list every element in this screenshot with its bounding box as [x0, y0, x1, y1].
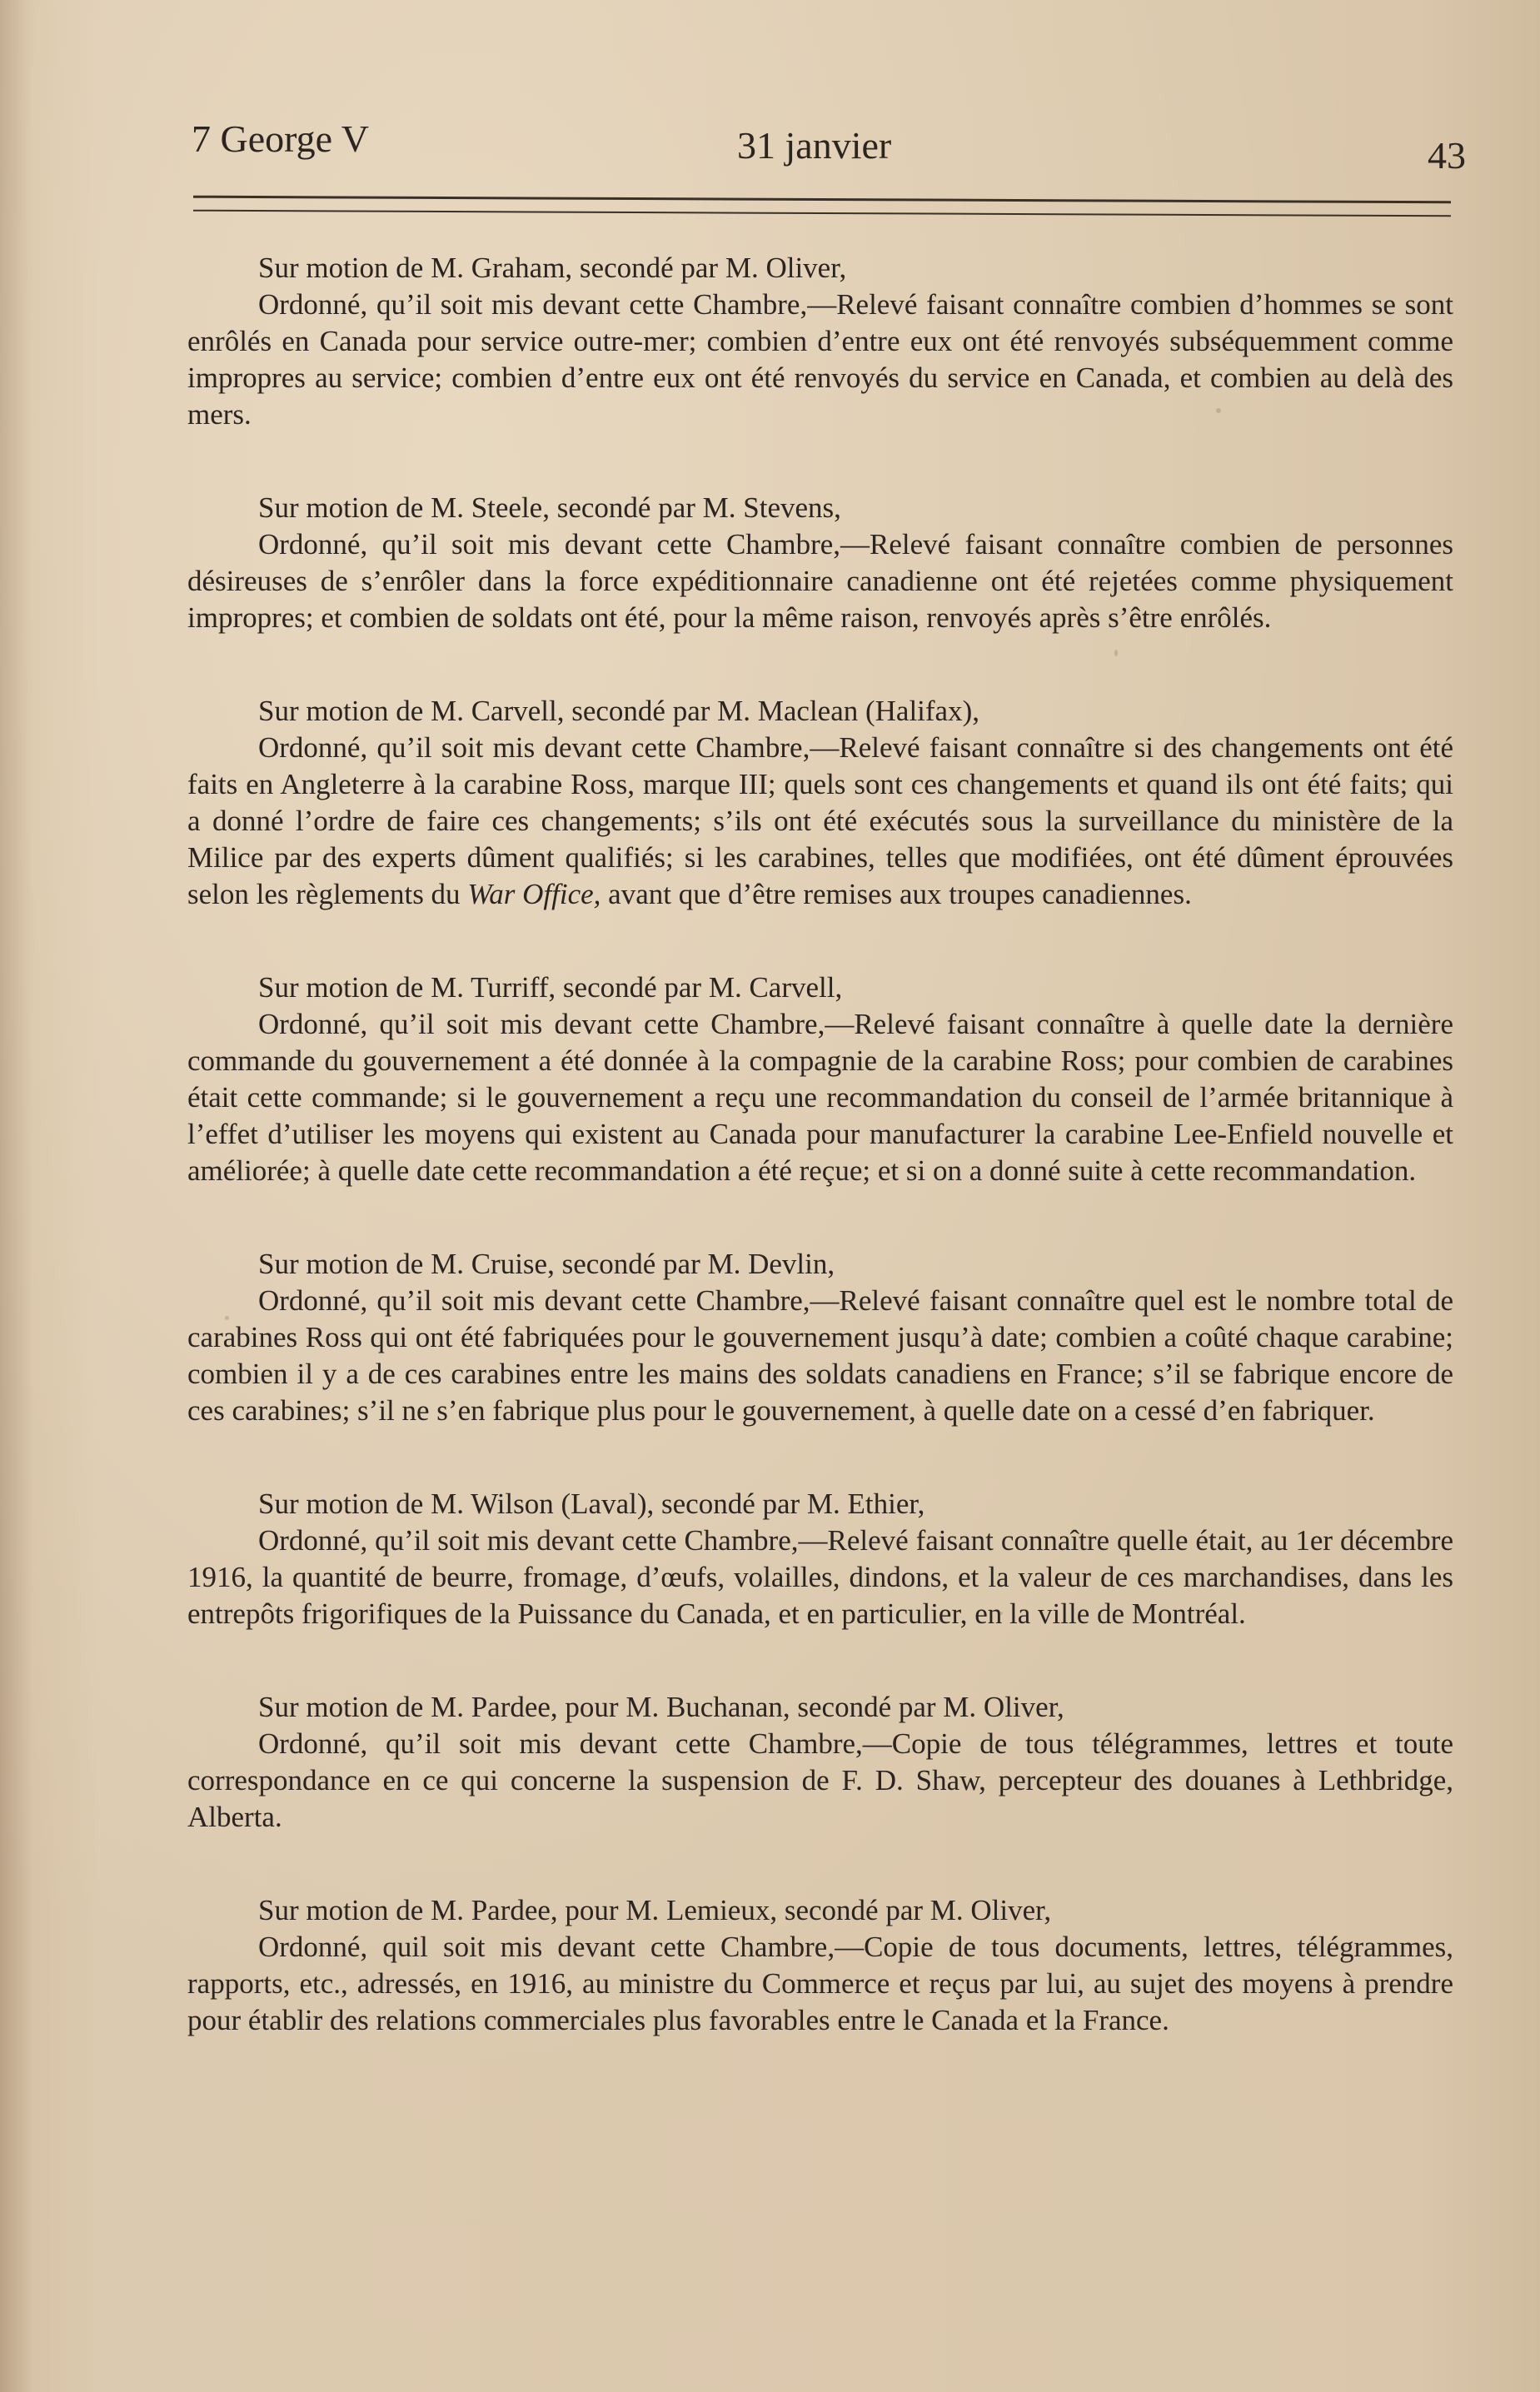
regnal-year: 7 George V — [192, 117, 369, 160]
motion-body-text: Ordonné, qu’il soit mis devant cette Chambre,—Relevé faisant connaître si des changements ont été faits en Angleterre à la carabine Ross, marque III; quels sont ces changements et quand ils ont été faits; qui a donné l’ordre de faire ces changements; s’ils ont été exécutés sous la surveillance du ministère de la Milice par des experts dûment qualifiés; si les carabines, telles que modifiées, ont été dûment éprouvées selon les règlements du — [187, 731, 1453, 910]
motion-intro: Sur motion de M. Wilson (Laval), secondé par M. Ethier, — [258, 1488, 925, 1520]
page-date: 31 janvier — [737, 124, 892, 167]
header-double-rule — [193, 196, 1451, 217]
motion-body-text-end: avant que d’être remises aux troupes canadiennes. — [601, 878, 1192, 910]
motion-intro: Sur motion de M. Carvell, secondé par M. Maclean (Halifax), — [258, 695, 979, 727]
motion-entry — [187, 1892, 1453, 2039]
paper-stain — [999, 1612, 1003, 1615]
motion-body: Ordonné, qu’il soit mis devant cette Chambre,—Relevé faisant connaître combien de personnes désireuses de s’enrôler dans la force expéditionnaire canadienne ont été rejetées comme physiquement impropres; et combien de soldats ont été, pour la même raison, renvoyés après s’être enrôlés. — [187, 528, 1453, 634]
motion-body: Ordonné, quil soit mis devant cette Chambre,—Copie de tous documents, lettres, télégrammes, rapports, etc., adressés, en 1916, au ministre du Commerce et reçus par lui, au sujet des moyens à prendre pour établir des relations commerciales plus favorables entre le Canada et la France. — [187, 1931, 1453, 2036]
motion-entry — [187, 969, 1453, 1189]
journal-content — [187, 250, 1453, 2095]
motion-entry — [187, 1246, 1453, 1429]
motion-body: Ordonné, qu’il soit mis devant cette Chambre,—Relevé faisant connaître quel est le nombre total de carabines Ross qui ont été fabriquées pour le gouvernement jusqu’à date; combien a coûté chaque carabine; combien il y a de ces carabines entre les mains des soldats canadiens en France; s’il se fabrique encore de ces carabines; s’il ne s’en fabrique plus pour le gouvernement, à quelle date on a cessé d’en fabriquer. — [187, 1284, 1453, 1427]
motion-intro: Sur motion de M. Graham, secondé par M. Oliver, — [258, 252, 847, 284]
page-header — [192, 117, 1466, 175]
motion-entry — [187, 1486, 1453, 1632]
motion-body — [187, 730, 1453, 913]
motion-body: Ordonné, qu’il soit mis devant cette Chambre,—Relevé faisant connaître quelle était, au 1er décembre 1916, la quantité de beurre, fromage, d’œufs, volailles, dindons, et la valeur de ces marchandises, dans les entrepôts frigorifiques de la Puissance du Canada, et en particulier, en la ville de Montréal. — [187, 1524, 1453, 1630]
motion-entry — [187, 250, 1453, 433]
paper-stain — [1114, 650, 1118, 656]
motion-entry — [187, 693, 1453, 913]
motion-entry — [187, 1689, 1453, 1836]
motion-intro: Sur motion de M. Turriff, secondé par M. Carvell, — [258, 971, 843, 1004]
paper-stain — [1216, 408, 1221, 413]
motion-intro: Sur motion de M. Cruise, secondé par M. Devlin, — [258, 1248, 835, 1280]
page-number: 43 — [1428, 134, 1466, 177]
motion-intro: Sur motion de M. Pardee, pour M. Lemieux, secondé par M. Oliver, — [258, 1894, 1052, 1926]
motion-body: Ordonné, qu’il soit mis devant cette Chambre,—Relevé faisant connaître à quelle date la dernière commande du gouvernement a été donnée à la compagnie de la carabine Ross; pour combien de carabines était cette commande; si le gouvernement a reçu une recommandation du conseil de l’armée britannique à l’effet d’utiliser les moyens qui existent au Canada pour manufacturer la carabine Lee-Enfield nouvelle et améliorée; à quelle date cette recommandation a été reçue; et si on a donné suite à cette recommandation. — [187, 1008, 1453, 1187]
motion-body-italic: War Office, — [467, 878, 601, 910]
motion-entry — [187, 490, 1453, 636]
motion-intro: Sur motion de M. Steele, secondé par M. Stevens, — [258, 491, 841, 524]
paper-stain — [225, 1316, 229, 1320]
motion-body: Ordonné, qu’il soit mis devant cette Chambre,—Copie de tous télégrammes, lettres et toute correspondance en ce qui concerne la suspension de F. D. Shaw, percepteur des douanes à Lethbridge, Alberta. — [187, 1727, 1453, 1833]
motion-body: Ordonné, qu’il soit mis devant cette Chambre,—Relevé faisant connaître combien d’hommes se sont enrôlés en Canada pour service outre-mer; combien d’entre eux ont été renvoyés subséquemment comme impropres au service; combien d’entre eux ont été renvoyés du service en Canada, et combien au delà des mers. — [187, 288, 1453, 431]
motion-intro: Sur motion de M. Pardee, pour M. Buchanan, secondé par M. Oliver, — [258, 1691, 1064, 1723]
